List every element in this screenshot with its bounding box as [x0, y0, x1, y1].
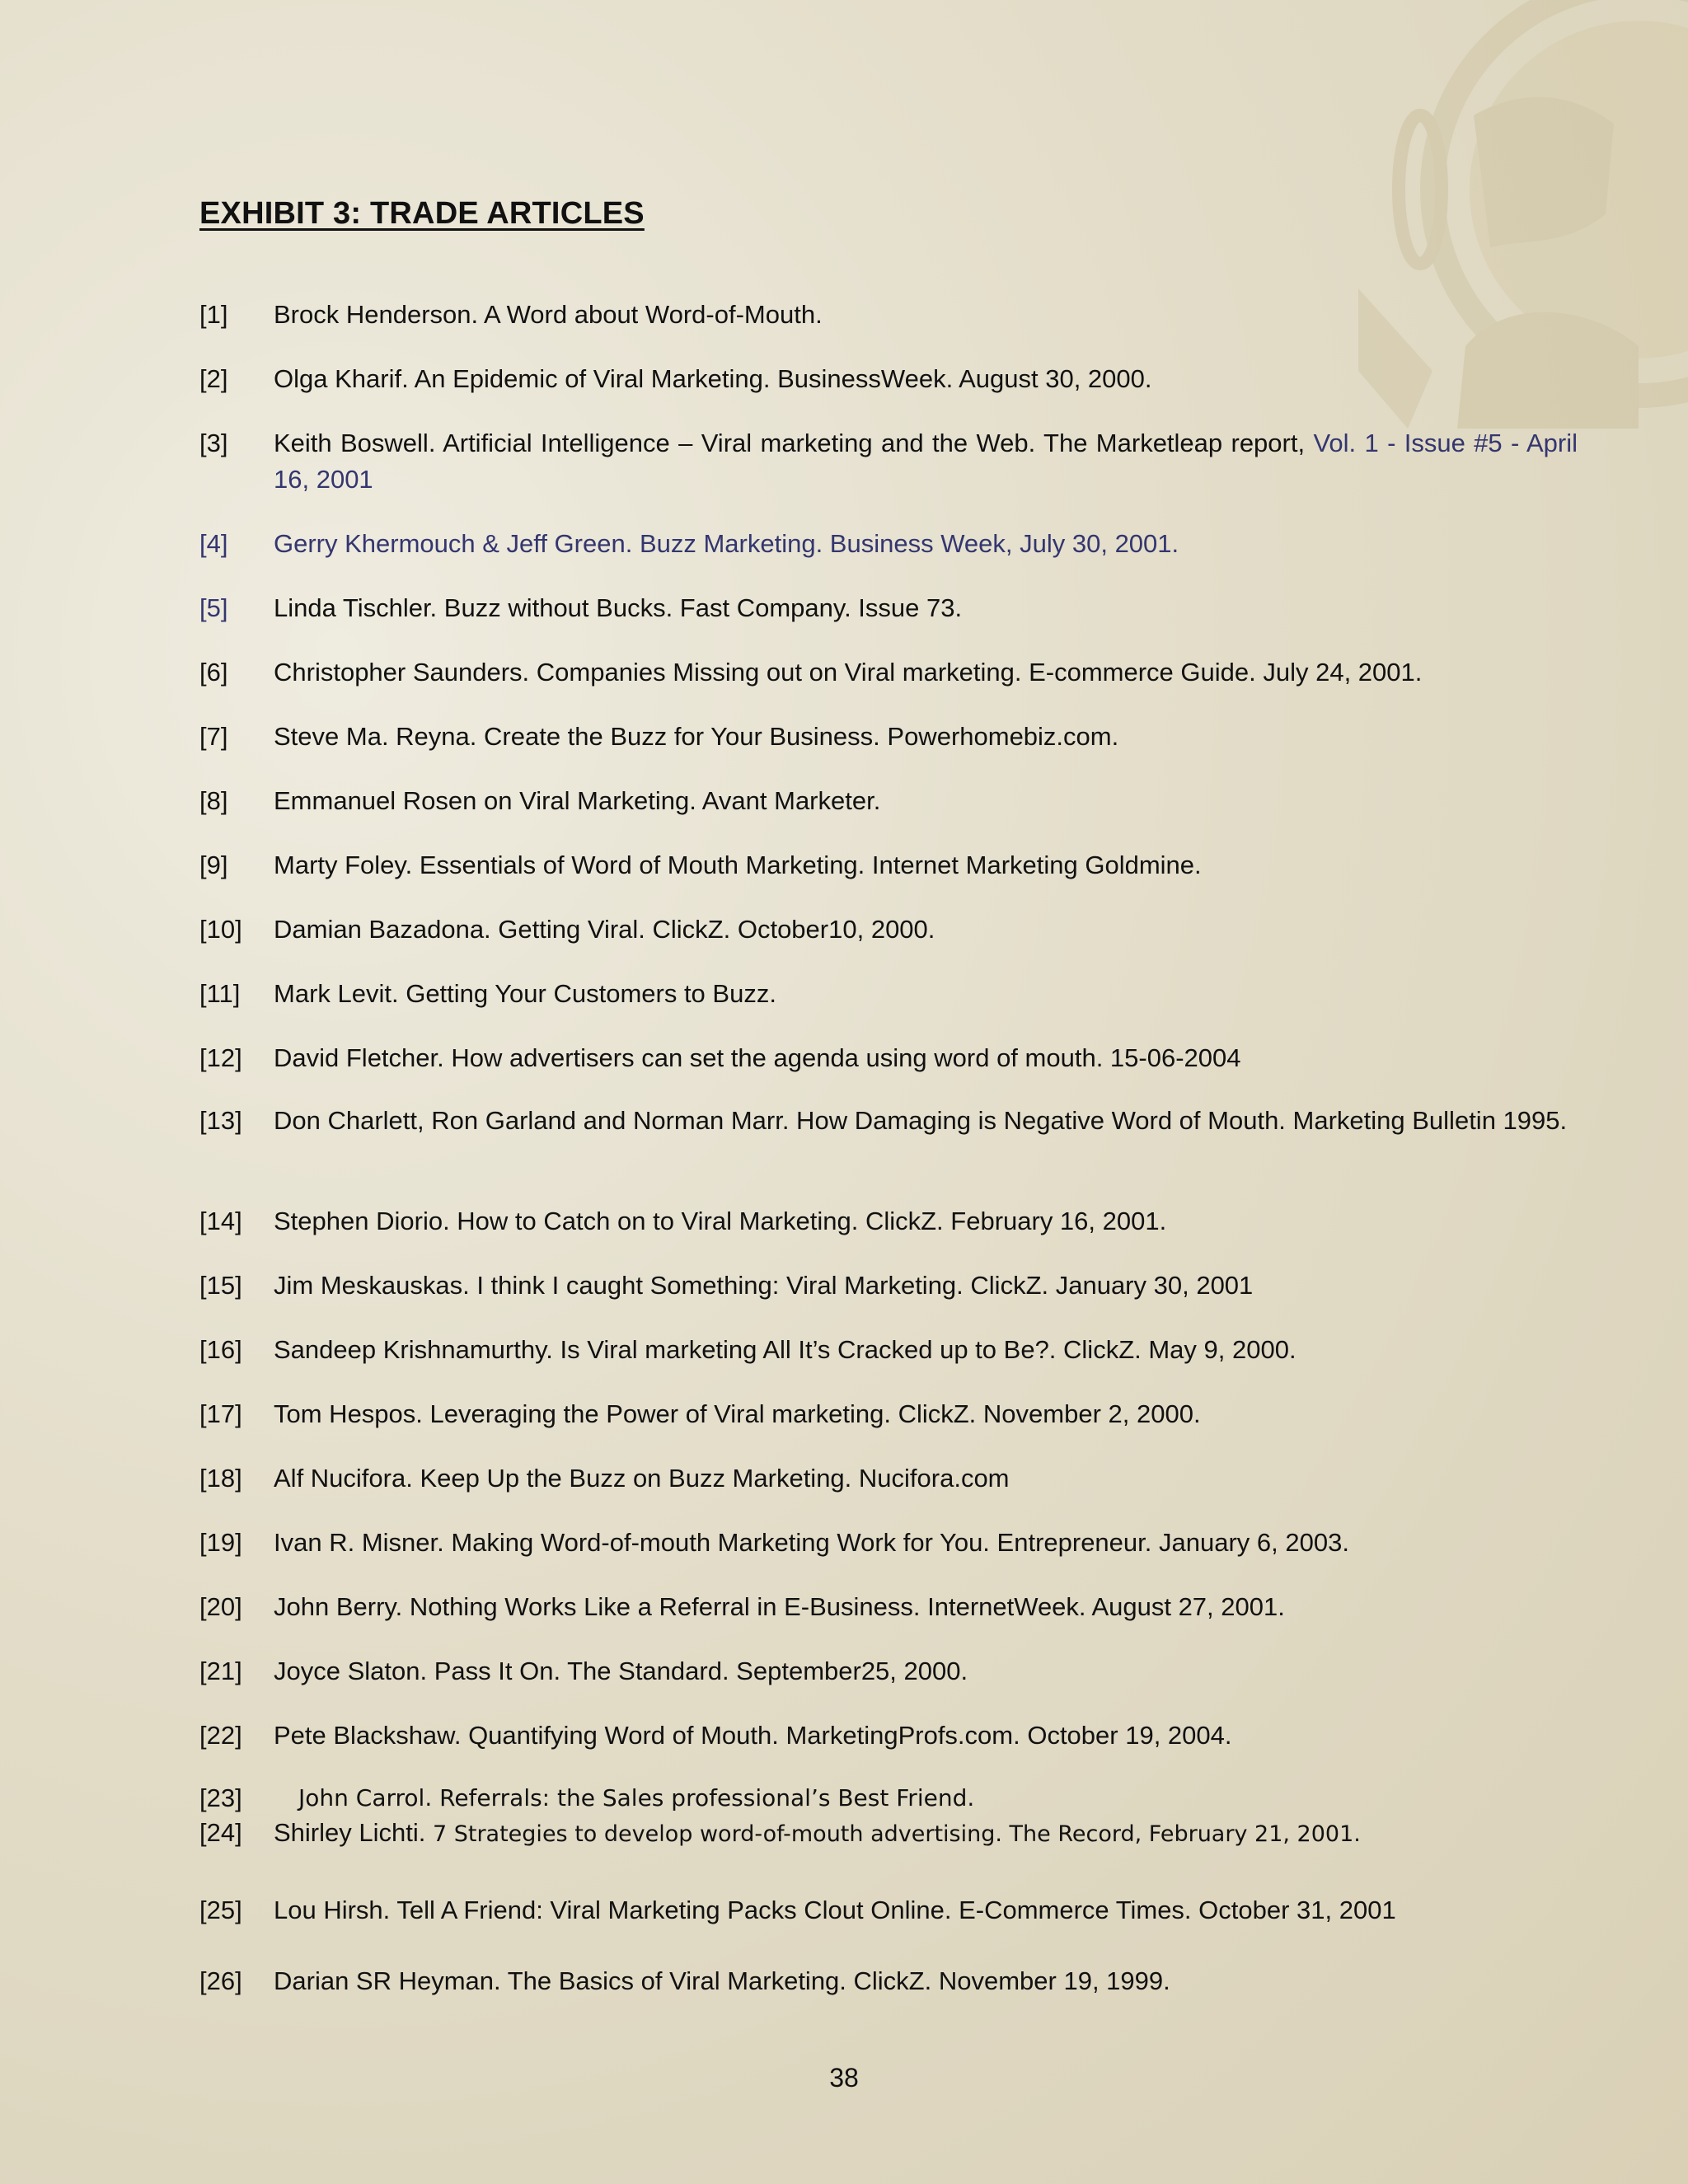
- reference-text: Linda Tischler. Buzz without Bucks. Fast Company. Issue 73.: [274, 593, 963, 622]
- reference-text: [274, 1815, 1578, 1853]
- reference-article-title: 7 Strategies to develop word-of-mouth advertising.: [432, 1821, 1002, 1847]
- reference-text-main: Shirley Lichti.: [274, 1818, 433, 1847]
- reference-number: [9]: [199, 851, 228, 879]
- reference-text-main: Keith Boswell. Artificial Intelligence – Viral marketing and the Web. The Marketleap report,: [274, 429, 1314, 457]
- reference-item: [199, 1103, 1578, 1139]
- reference-number: [26]: [199, 1966, 242, 1995]
- reference-item: [199, 1332, 1578, 1368]
- reference-item: [199, 1268, 1578, 1304]
- reference-number: [13]: [199, 1106, 242, 1135]
- reference-text: Damian Bazadona. Getting Viral. ClickZ. October10, 2000.: [274, 915, 935, 944]
- reference-text: Olga Kharif. An Epidemic of Viral Marketing. BusinessWeek. August 30, 2000.: [274, 364, 1152, 393]
- reference-number: [8]: [199, 786, 228, 815]
- reference-text: Lou Hirsh. Tell A Friend: Viral Marketing Packs Clout Online. E-Commerce Times. October 31, 2001: [274, 1896, 1396, 1924]
- reference-number: [24]: [199, 1818, 242, 1847]
- reference-number: [6]: [199, 658, 228, 687]
- reference-item: [199, 847, 1578, 883]
- reference-item: [199, 1815, 1578, 1853]
- reference-issue-link: Vol. 1 - Issue #5 - April 16, 2001: [274, 429, 1578, 494]
- reference-number: [11]: [199, 979, 241, 1008]
- reference-item: [199, 1589, 1578, 1625]
- reference-number: [19]: [199, 1528, 242, 1557]
- reference-item: [199, 1892, 1578, 1929]
- reference-text: Mark Levit. Getting Your Customers to Buzz.: [274, 979, 776, 1008]
- reference-text: Steve Ma. Reyna. Create the Buzz for Your Business. Powerhomebiz.com.: [274, 722, 1119, 751]
- page-number: 38: [829, 2063, 859, 2093]
- exhibit-title: EXHIBIT 3: TRADE ARTICLES: [199, 196, 645, 231]
- reference-text: Tom Hespos. Leveraging the Power of Viral marketing. ClickZ. November 2, 2000.: [274, 1399, 1201, 1428]
- reference-text: Gerry Khermouch & Jeff Green. Buzz Marketing. Business Week, July 30, 2001.: [274, 529, 1179, 558]
- reference-item: [199, 1653, 1578, 1690]
- reference-text: Joyce Slaton. Pass It On. The Standard. September25, 2000.: [274, 1657, 968, 1685]
- reference-number: [17]: [199, 1399, 242, 1428]
- reference-text: Sandeep Krishnamurthy. Is Viral marketing All It’s Cracked up to Be?. ClickZ. May 9, 2000.: [274, 1335, 1296, 1364]
- reference-item: [199, 1203, 1578, 1240]
- reference-number: [23]: [199, 1783, 242, 1812]
- reference-item: [199, 976, 1578, 1012]
- reference-text: John Berry. Nothing Works Like a Referral in E-Business. InternetWeek. August 27, 2001.: [274, 1592, 1285, 1621]
- reference-item: [199, 1963, 1578, 1999]
- reference-item: [199, 783, 1578, 819]
- reference-item: [199, 1525, 1578, 1561]
- reference-number: [21]: [199, 1657, 242, 1685]
- reference-text: David Fletcher. How advertisers can set the agenda using word of mouth. 15-06-2004: [274, 1043, 1241, 1072]
- reference-text: [274, 425, 1578, 498]
- reference-item: [199, 425, 1578, 498]
- reference-item: [199, 1460, 1578, 1497]
- reference-number: [25]: [199, 1896, 242, 1924]
- reference-text-tail: The Record, February 21, 2001.: [1001, 1821, 1361, 1847]
- reference-text: Emmanuel Rosen on Viral Marketing. Avant Marketer.: [274, 786, 881, 815]
- reference-item: [199, 1040, 1578, 1076]
- reference-text: Don Charlett, Ron Garland and Norman Marr. How Damaging is Negative Word of Mouth. Marketing Bulletin 1995.: [274, 1106, 1568, 1135]
- reference-item: [199, 1718, 1578, 1754]
- reference-item: [199, 1396, 1578, 1432]
- reference-text: Darian SR Heyman. The Basics of Viral Marketing. ClickZ. November 19, 1999.: [274, 1966, 1170, 1995]
- reference-item: [199, 719, 1578, 755]
- reference-item: [199, 654, 1578, 691]
- reference-number: [22]: [199, 1721, 242, 1750]
- reference-number: [5]: [199, 593, 228, 622]
- reference-text: Jim Meskauskas. I think I caught Something: Viral Marketing. ClickZ. January 30, 2001: [274, 1271, 1254, 1300]
- reference-item: [199, 1780, 1578, 1816]
- reference-item: [199, 297, 1578, 333]
- reference-item: [199, 526, 1578, 562]
- reference-item: [199, 912, 1578, 948]
- reference-number: [10]: [199, 915, 242, 944]
- reference-number: [3]: [199, 429, 228, 457]
- reference-text: Stephen Diorio. How to Catch on to Viral Marketing. ClickZ. February 16, 2001.: [274, 1207, 1167, 1235]
- reference-number: [4]: [199, 529, 228, 558]
- reference-text: Christopher Saunders. Companies Missing out on Viral marketing. E-commerce Guide. July 24, 2001.: [274, 658, 1423, 687]
- reference-text: Ivan R. Misner. Making Word-of-mouth Marketing Work for You. Entrepreneur. January 6, 2003.: [274, 1528, 1349, 1557]
- reference-number: [15]: [199, 1271, 242, 1300]
- reference-text: Marty Foley. Essentials of Word of Mouth Marketing. Internet Marketing Goldmine.: [274, 851, 1202, 879]
- reference-number: [20]: [199, 1592, 242, 1621]
- reference-number: [18]: [199, 1464, 242, 1493]
- reference-number: [16]: [199, 1335, 242, 1364]
- reference-text: Brock Henderson. A Word about Word-of-Mouth.: [274, 300, 823, 329]
- reference-text: Alf Nucifora. Keep Up the Buzz on Buzz Marketing. Nucifora.com: [274, 1464, 1010, 1493]
- reference-text: John Carrol. Referrals: the Sales professional’s Best Friend.: [298, 1784, 975, 1811]
- reference-item: [199, 361, 1578, 397]
- reference-number: [12]: [199, 1043, 242, 1072]
- reference-number: [1]: [199, 300, 228, 329]
- reference-number: [14]: [199, 1207, 242, 1235]
- reference-number: [7]: [199, 722, 228, 751]
- reference-number: [2]: [199, 364, 228, 393]
- reference-item: [199, 590, 1578, 626]
- reference-text: Pete Blackshaw. Quantifying Word of Mouth. MarketingProfs.com. October 19, 2004.: [274, 1721, 1232, 1750]
